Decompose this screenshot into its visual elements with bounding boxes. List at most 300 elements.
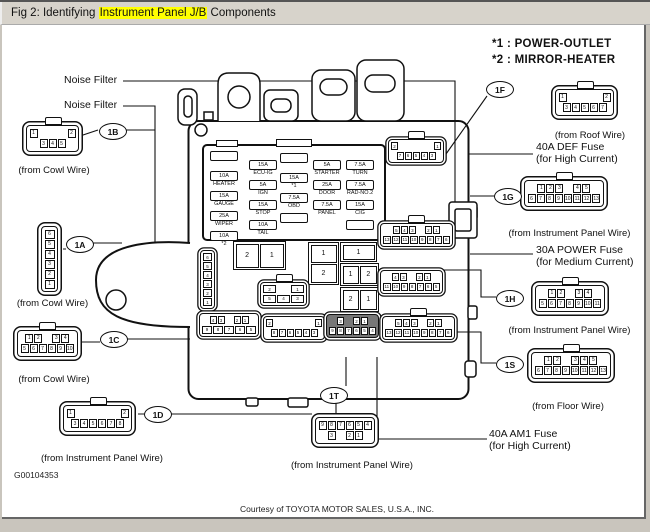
fuse-rating: 10A [219,173,229,179]
relay-cavity-r3 [340,242,377,262]
fuse-slot [280,213,308,223]
pin: 4 [573,184,581,193]
pin: 4 [45,250,55,259]
noise-filter-label-1: Noise Filter [64,74,118,86]
connector-1b [26,125,79,152]
pin: 7 [417,283,424,291]
connector-1c-caption: (from Cowl Wire) [18,374,90,385]
pin: 6 [346,421,354,430]
fuse [280,153,308,170]
pin: 8 [271,329,278,337]
pin: 9 [419,236,426,244]
jb-left-arm [96,242,190,327]
pin: 5 [89,419,97,428]
pin: 1 [45,280,55,289]
fuse-column-2 [249,160,277,240]
pin: 10 [413,330,419,335]
pin: 8 [553,366,561,375]
fuse-name: *1 [291,183,297,189]
fuse-slot [313,160,341,170]
pin: 3 [571,356,579,365]
pin: 11 [402,237,408,242]
connector-1g [524,180,604,207]
fuse [313,160,341,177]
pin: 6 [535,366,543,375]
pin: 7 [397,152,404,160]
fuse-slot [249,180,277,190]
pin: 3 [218,316,225,324]
fuse-slot [346,200,374,210]
right-tab-2 [468,306,477,319]
fuse [313,200,341,217]
pin: 5 [582,184,590,193]
pin: 7 [544,366,552,375]
pin: 8 [116,419,124,428]
fuse [280,213,308,230]
pin: 10 [67,345,73,352]
pin: 7 [224,326,234,334]
pin: 9 [555,194,563,203]
fuse-rating: 25A [219,213,229,219]
pin: 3 [429,152,436,160]
pin: 11 [404,330,410,335]
pin: 2 [45,270,55,279]
noise-filter-label-2: Noise Filter [64,99,118,111]
pin: 3 [291,295,304,303]
pin: 5 [361,327,368,335]
pin: 4 [369,327,376,335]
arm-hole [106,290,126,310]
pin: 9 [421,329,428,337]
pin: 2 [121,409,129,418]
pin: 1 [537,184,545,193]
fuse-slot [313,200,341,210]
pin: 4 [49,139,57,148]
pin: 4 [572,103,580,112]
relay-cell: 1 [343,245,375,260]
connector-1h-caption: (from Instrument Panel Wire) [508,325,631,336]
pin: 5 [393,226,400,234]
pin: 6 [98,419,106,428]
pin: 7 [557,299,565,308]
pin: 1 [361,317,368,325]
oval-1b: 1B [99,123,127,140]
pin: 2 [68,129,76,138]
pin: 2 [425,226,432,234]
bracket-1-hole [228,86,250,108]
pin: 6 [287,329,294,337]
fuse-slot [249,160,277,170]
pin: 4 [210,316,217,324]
power-fuse-label: 30A POWER Fuse [536,244,623,256]
fuse-rating: 10A [219,233,229,239]
fuse-rating: 7.5A [354,162,366,168]
pin: 4 [364,421,372,430]
pin: 6 [548,299,556,308]
fuse [210,151,238,168]
connector-1b-caption: (from Cowl Wire) [18,165,90,176]
relay-cavity-r4 [340,263,379,286]
fuse-rating: 15A [258,162,268,168]
fuse-column-3 [280,153,308,233]
fuse-name: ECU-IG [253,170,273,176]
pin: 1 [67,409,75,418]
pin: 4 [277,295,290,303]
pin: 9 [562,366,570,375]
connector-1t [315,417,375,444]
top-tab [204,112,213,120]
power-fuse-sublabel: (for Medium Current) [536,256,634,268]
pin: 1 [559,93,567,102]
pin: 12 [395,330,401,335]
connector-1s [531,352,611,379]
pin: 1 [315,319,322,327]
pin: 4 [203,271,212,279]
pin: 6 [405,152,412,160]
pin: 1 [25,334,33,343]
pin: 4 [401,226,408,234]
fuse-slot [249,220,277,230]
fuse-name: PANEL [318,210,336,216]
fuse-slot [210,151,238,161]
left-tab-slot [184,96,192,117]
fuse-name: TURN [352,170,368,176]
oval-1f: 1F [486,81,514,98]
pin: 2 [557,289,565,298]
pin: 6 [353,327,360,335]
pin: 2 [427,319,434,327]
oval-1h: 1H [496,290,524,307]
fuse-rating: 7.5A [288,195,300,201]
pin: 3 [563,103,571,112]
diagram-canvas [0,2,650,532]
pin: 6 [425,283,432,291]
pin: 8 [429,329,436,337]
pin: 1 [424,273,431,281]
pin: 13 [593,195,599,202]
fuse-slot [210,171,238,181]
fuse-panel [202,144,386,247]
pin: 3 [411,319,418,327]
connector-1g-caption: (from Instrument Panel Wire) [508,228,631,239]
fuse [280,193,308,210]
oval-1a: 1A [66,236,94,253]
fuse-rating: 5A [323,162,331,168]
fuse [313,180,341,197]
pin: 8 [566,299,574,308]
connector-1f-caption: (from Roof Wire) [554,130,626,141]
connector-1d-caption: (from Instrument Panel Wire) [41,453,163,464]
pin: 6 [590,103,598,112]
pin: 2 [234,316,241,324]
pin: 2 [391,142,398,150]
fuse [249,220,277,237]
pin: 6 [445,329,452,337]
oval-1t: 1T [320,387,348,404]
pin: 2 [553,356,561,365]
pin: 7 [337,421,345,430]
jb-socket-1s [382,316,455,340]
relay-cell: 1 [311,245,337,263]
pin: 8 [337,327,344,335]
pin: 11 [581,367,587,374]
jb-socket-bottom-left [199,313,259,337]
fuse-rating: 15A [219,193,229,199]
pin: 5 [58,139,66,148]
connector-1a [41,226,58,292]
connector-1c [17,330,78,357]
fuse-column-1 [210,151,238,251]
fuse [210,191,238,208]
courtesy-line: Courtesy of TOYOTA MOTOR SALES, U.S.A., INC. [240,504,434,514]
pin: 13 [600,367,606,374]
pin: 6 [203,253,212,261]
jb-socket-1a [200,250,215,309]
fuse-slot [210,231,238,241]
fuse [210,171,238,188]
pin: 10 [572,367,578,374]
pin: 4 [303,329,310,337]
pin: 4 [80,419,88,428]
pin: 7 [107,419,115,428]
pin: 8 [328,421,336,430]
pin: 2 [346,431,354,440]
pin: 4 [392,273,399,281]
pin: 3 [409,226,416,234]
oval-1g: 1G [494,188,522,205]
pin: 10 [585,300,591,307]
pin: 2 [546,184,554,193]
pin: 5 [295,329,302,337]
pin: 1 [544,356,552,365]
figure-title: Fig 2: Identifying Instrument Panel J/B Components [11,7,276,19]
jb-socket-1h [380,270,443,294]
pin: 12 [393,237,399,242]
def-fuse-block-slot [455,209,471,231]
fuse-rating: 15A [258,202,268,208]
fuse [346,160,374,177]
fuse-rating: 15A [355,202,365,208]
jb-socket-bottom-right [326,314,379,338]
pin: 5 [413,152,420,160]
pin: 2 [353,317,360,325]
pin: 9 [319,421,327,430]
fuse [210,211,238,228]
connector-1s-caption: (from Floor Wire) [532,401,604,412]
pin: 8 [213,326,223,334]
jb-socket-1g [380,223,453,247]
fuse-slot [210,211,238,221]
connector-1d [63,405,132,432]
jb-corner-hole [195,124,207,136]
fuse-rating: 5A [259,182,267,188]
pin: 10 [393,284,399,289]
pin: 9 [401,283,408,291]
pin: 9 [202,326,212,334]
am1-fuse-label: 40A AM1 Fuse [489,428,558,440]
pin: 6 [45,230,55,239]
pin: 7 [279,329,286,337]
fuse-column-5 [346,160,374,240]
note-power-outlet: *1 : POWER-OUTLET [492,38,612,50]
relay-cell: 1 [343,266,359,284]
fuse [346,200,374,217]
fuse-name: RAD-NO.2 [346,190,374,196]
fuse-rating: 15A [289,175,299,181]
fuse [249,200,277,217]
oval-1c: 1C [100,331,128,348]
fuse-name: *2 [221,241,227,247]
connector-1h [535,285,605,312]
fuse-name: GAUGE [214,201,234,207]
pin: 12 [590,367,597,374]
title-highlight: Instrument Panel J/B [99,7,207,19]
relay-cavity-r2 [308,242,339,285]
fuse-name: CIG [355,210,365,216]
pin: 4 [61,334,69,343]
pin: 10 [565,195,571,202]
pin: 2 [263,285,276,293]
pin: 11 [574,195,580,202]
fuse [346,180,374,197]
pin: 1 [203,298,212,306]
fuse-rating: 7.5A [321,202,333,208]
pin: 5 [433,283,440,291]
pin: 7 [345,327,352,335]
relay-cell: 2 [311,264,337,282]
pin: 2 [34,334,42,343]
pin: 6 [30,344,38,353]
fuse-slot [346,180,374,190]
am1-fuse-sublabel: (for High Current) [489,440,571,452]
oval-1s: 1S [496,356,524,373]
pin: 7 [437,329,444,337]
jb-socket-1f [388,139,444,163]
fuse-slot [280,173,308,183]
fuse-name: HEATER [213,181,235,187]
pin: 13 [384,237,390,242]
fuse [249,180,277,197]
pin: 5 [395,319,402,327]
pin: 5 [355,421,363,430]
fuse-slot [249,200,277,210]
pin: 5 [203,262,212,270]
fuse-rating: 25A [322,182,332,188]
connector-1t-caption: (from Instrument Panel Wire) [291,460,413,471]
fuse-slot [313,180,341,190]
jb-socket-bottom-middle [263,316,325,340]
pin: 1 [435,319,442,327]
leader-noise-filter-2 [123,106,155,246]
fuse-slot [346,160,374,170]
connector-1f [555,89,614,116]
pin: 5 [589,356,597,365]
fuse-name: DOOR [318,190,336,196]
fuse-name: STOP [255,210,271,216]
fuse-name: STARTER [314,170,340,176]
pin: 7 [599,103,607,112]
bottom-tab-2 [246,398,258,406]
pin: 3 [575,289,583,298]
pin: 3 [45,260,55,269]
pin: 1 [434,142,441,150]
connector-1a-caption: (from Cowl Wire) [16,298,89,309]
fuse-slot [280,153,308,163]
pin: 9 [329,327,336,335]
fuse-rating: 7.5A [354,182,366,188]
pin: 3 [52,334,60,343]
relay-cell: 2 [360,266,376,284]
bracket-3-slot [320,79,347,95]
pin: 5 [539,299,547,308]
fuse-rating: 10A [258,222,268,228]
pin: 2 [203,289,212,297]
pin: 2 [416,273,423,281]
fuse [346,220,374,237]
pin: 8 [546,194,554,203]
fuse [280,173,308,190]
pin: 3 [400,273,407,281]
pin: 4 [584,289,592,298]
pin: 3 [40,139,48,148]
pin: 2 [603,93,611,102]
pin: 8 [48,344,56,353]
fuse-name: WIPER [214,221,234,227]
pin: 3 [203,280,212,288]
relay-cavity-r5 [340,287,379,312]
fuse-name: IGN [258,190,268,196]
pin: 8 [427,236,434,244]
pin: 5 [263,295,276,303]
pin: 1 [291,285,304,293]
pin: 4 [580,356,588,365]
pin: 7 [39,344,47,353]
pin: 9 [57,344,65,353]
fuse-slot [346,220,374,230]
relay-cell: 2 [236,244,259,268]
leader-1c [79,339,190,342]
pin: 4 [403,319,410,327]
fuse-slot [210,191,238,201]
pin: 10 [411,237,417,242]
pin: 3 [71,419,79,428]
pin: 1 [433,226,440,234]
fuse-slot [280,193,308,203]
leader-1b-a [80,130,98,136]
oval-1d: 1D [144,406,172,423]
pin: 1 [242,316,249,324]
pin: 1 [548,289,556,298]
bracket-2-slot [271,99,291,112]
pin: 5 [581,103,589,112]
relay-cell: 1 [360,290,376,310]
relay-cell: 1 [260,244,283,268]
def-fuse-sublabel: (for High Current) [536,153,618,165]
pin: 5 [45,240,55,249]
pin: 4 [421,152,428,160]
figure-code: G00104353 [14,470,59,480]
relay-cell: 2 [343,290,359,310]
pin: 7 [435,236,442,244]
pin: 9 [575,299,583,308]
jb-socket-mid [260,282,307,306]
fuse-name: TAIL [257,230,269,236]
pin: 3 [337,317,344,325]
right-tab-3 [465,361,476,377]
pin: 6 [528,194,536,203]
pin: 12 [583,195,590,202]
pin: 13 [386,330,392,335]
